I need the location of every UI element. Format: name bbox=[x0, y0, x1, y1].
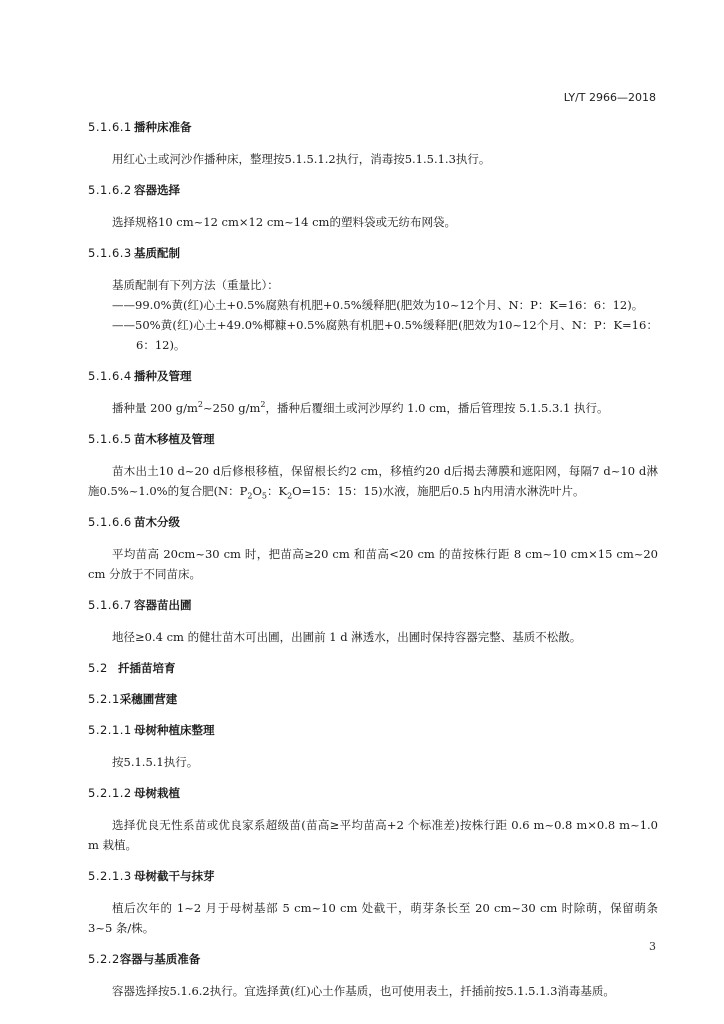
section-heading-5-2-2 bbox=[88, 950, 658, 968]
section-title: 容器苗出圃 bbox=[134, 598, 192, 612]
paragraph: 播种量 200 $g/m^2\sim 250$ $g/m^2$，播种后覆细土或河沙厚约 1.0 cm，播后管理按 5.1.5.3.1 执行。 bbox=[112, 400, 609, 415]
paragraph: 选择优良无性系苗或优良家系超级苗(苗高≥平均苗高+2 个标准差)按株行距 0.6 m~0.8 m×0.8 m~1.0 m 栽植。 bbox=[88, 818, 658, 852]
section-title: 母树栽植 bbox=[134, 786, 180, 800]
document-body bbox=[88, 118, 658, 1013]
section-number: 5.2.1.3 bbox=[88, 869, 132, 883]
section-heading-5-2-1-3 bbox=[88, 867, 658, 885]
section-heading-5-1-6-5 bbox=[88, 430, 658, 448]
page-number: 3 bbox=[649, 940, 656, 953]
section-title: 苗木移植及管理 bbox=[134, 432, 215, 446]
section-heading-5-1-6-2 bbox=[88, 181, 658, 199]
section-heading-5-1-6-7 bbox=[88, 596, 658, 614]
paragraph: 植后次年的 1~2 月于母树基部 5 cm~10 cm 处截干，萌芽条长至 20 cm~30 cm 时除萌，保留萌条3~5 条/株。 bbox=[88, 901, 658, 935]
section-heading-5-2-1-1 bbox=[88, 721, 658, 739]
section-number: 5.1.6.4 bbox=[88, 369, 132, 383]
section-heading-5-1-6-1 bbox=[88, 118, 658, 136]
paragraph: 用红心土或河沙作播种床，整理按5.1.5.1.2执行，消毒按5.1.5.1.3执行。 bbox=[112, 152, 491, 166]
section-number: 5.1.6.3 bbox=[88, 246, 132, 260]
section-title: 播种床准备 bbox=[134, 120, 192, 134]
section-heading-5-2-1 bbox=[88, 690, 658, 708]
paragraph: 基质配制有下列方法（重量比）： bbox=[112, 278, 279, 292]
paragraph: 地径≥0.4 cm 的健壮苗木可出圃，出圃前 1 d 淋透水，出圃时保持容器完整、基质不松散。 bbox=[112, 630, 582, 644]
section-heading-5-2 bbox=[88, 659, 658, 677]
section-title: 母树种植床整理 bbox=[134, 723, 215, 737]
section-number: 5.1.6.2 bbox=[88, 183, 132, 197]
section-title: 基质配制 bbox=[134, 246, 180, 260]
section-title: 容器选择 bbox=[134, 183, 180, 197]
list-item: ——50%黄(红)心土+49.0%椰糠+0.5%腐熟有机肥+0.5%缓释肥(肥效为10~12个月、N：P：K=16：6：12)。 bbox=[112, 318, 658, 352]
section-title: 容器与基质准备 bbox=[119, 952, 201, 966]
paragraph: 按5.1.5.1执行。 bbox=[112, 755, 199, 769]
section-title: 苗木分级 bbox=[134, 515, 180, 529]
section-number: 5.1.6.5 bbox=[88, 432, 132, 446]
section-heading-5-1-6-4 bbox=[88, 367, 658, 385]
section-number: 5.2.1.2 bbox=[88, 786, 132, 800]
section-title: 扦插苗培育 bbox=[118, 661, 176, 675]
standard-code-header: LY/T 2966—2018 bbox=[563, 91, 656, 104]
section-title: 采穗圃营建 bbox=[119, 692, 178, 706]
section-number: 5.2.2 bbox=[88, 952, 120, 966]
list-item: ——99.0%黄(红)心土+0.5%腐熟有机肥+0.5%缓释肥(肥效为10~12个月、N：P：K=16：6：12)。 bbox=[112, 298, 644, 312]
section-heading-5-1-6-3 bbox=[88, 244, 658, 262]
section-title: 播种及管理 bbox=[134, 369, 192, 383]
section-number: 5.1.6.1 bbox=[88, 120, 132, 134]
paragraph: 平均苗高 20cm~30 cm 时，把苗高≥20 cm 和苗高<20 cm 的苗按株行距 8 cm~10 cm×15 cm~20 cm 分放于不同苗床。 bbox=[88, 547, 658, 581]
section-number: 5.1.6.7 bbox=[88, 598, 132, 612]
section-heading-5-1-6-6 bbox=[88, 513, 658, 531]
section-number: 5.1.6.6 bbox=[88, 515, 132, 529]
paragraph: 容器选择按5.1.6.2执行。宜选择黄(红)心土作基质，也可使用表土，扦插前按5.1.5.1.3消毒基质。 bbox=[112, 984, 615, 998]
paragraph: 选择规格10 cm~12 cm×12 cm~14 cm的塑料袋或无纺布网袋。 bbox=[112, 215, 456, 229]
section-title: 母树截干与抹芽 bbox=[134, 869, 215, 883]
section-number: 5.2 bbox=[88, 661, 108, 675]
section-number: 5.2.1.1 bbox=[88, 723, 132, 737]
paragraph: 苗木出土10 d~20 d后修根移植，保留根长约2 cm，移植约20 d后揭去薄膜和遮阳网，每隔7 d~10 d淋施0.5%~1.0%的复合肥(N：$P_2O_5$：$K_2O=15$：15：15)水液，施肥后0.5 h内用清水淋洗叶片。 bbox=[88, 464, 658, 501]
section-number: 5.2.1 bbox=[88, 692, 120, 706]
section-heading-5-2-1-2 bbox=[88, 784, 658, 802]
